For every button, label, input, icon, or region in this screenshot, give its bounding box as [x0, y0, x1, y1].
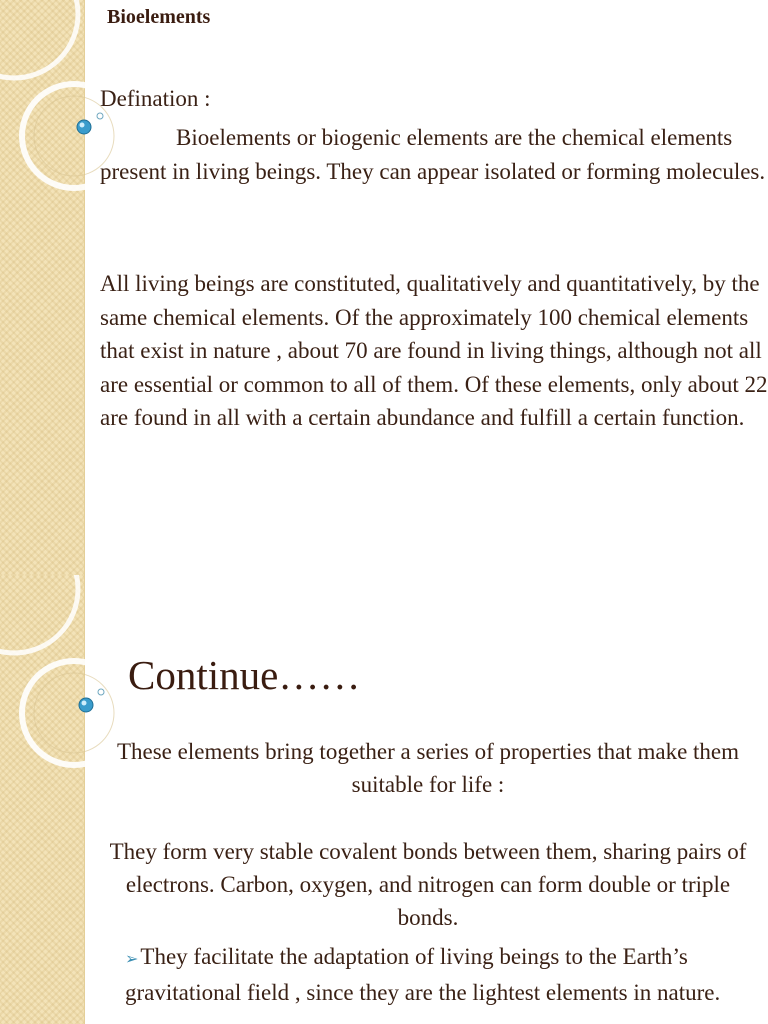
slide-title: Bioelements — [107, 6, 211, 28]
definition-text: Bioelements or biogenic elements are the chemical elements present in living beings. They can appear isolated or forming molecules. — [100, 125, 766, 184]
ring-inner — [34, 673, 114, 753]
bullet-item — [125, 940, 755, 1009]
blue-orb-icon — [77, 120, 91, 134]
slide-title: Continue…… — [128, 652, 361, 698]
small-ring-icon — [98, 689, 104, 695]
blue-orb-icon — [79, 698, 93, 712]
slide-continue — [0, 575, 768, 1024]
blue-orb-highlight — [82, 701, 87, 706]
blue-orb-highlight — [80, 123, 85, 128]
ring-arc-top — [0, 0, 78, 78]
definition-paragraph — [100, 121, 768, 188]
arrow-bullet-icon: ➢ — [125, 951, 139, 968]
properties-intro: These elements bring together a series of properties that make them suitable for life : — [116, 739, 740, 797]
covalent-bonds-text: They form very stable covalent bonds between them, sharing pairs of electrons. Carbon, oxygen, and nitrogen can form double or triple bonds. — [109, 839, 747, 930]
ring-arc-top — [0, 575, 78, 653]
bullet-text: They facilitate the adaptation of living beings to the Earth’s gravitational field , since they are the lightest elements in nature. — [125, 944, 721, 1005]
definition-label: Defination : — [100, 86, 211, 111]
composition-paragraph: All living beings are constituted, qualitatively and quantitatively, by the same chemical elements. Of the approximately 100 chemical elements that exist in nature , about 70 are found in living things, although not all are essential or common to all of them. Of these elements, only about 22 are found in all with a certain abundance and fulfill a certain function. — [100, 271, 768, 430]
